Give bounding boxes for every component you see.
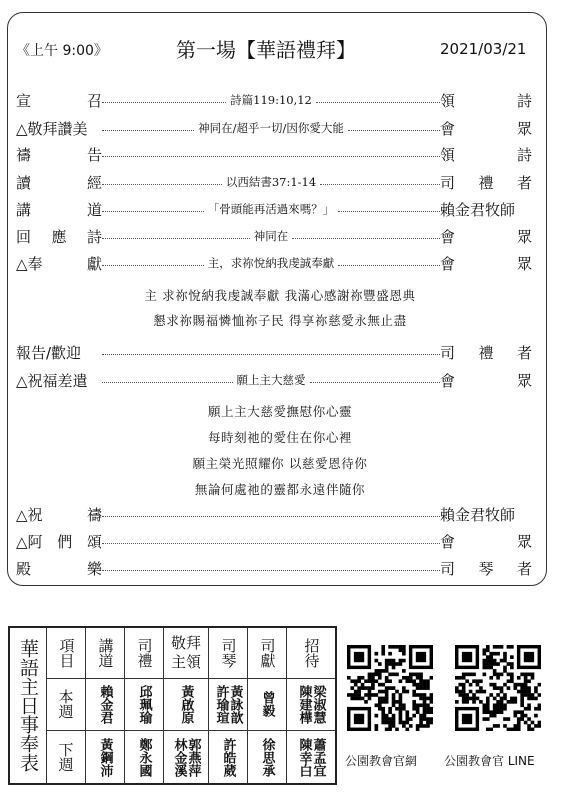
dot-leader <box>102 354 440 355</box>
dot-leader <box>338 265 440 266</box>
dot-leader <box>102 156 440 157</box>
duty-person-name: 陳建樺 <box>296 684 312 724</box>
order-person: 會 眾 <box>440 254 532 273</box>
order-row <box>16 224 532 248</box>
order-person: 會 眾 <box>440 119 532 138</box>
duty-person-name: 許皓葳 <box>220 737 236 777</box>
duty-person-name: 許瑜瑄 <box>213 684 229 724</box>
duty-person-name: 黃鋼沛 <box>97 737 113 777</box>
order-row <box>16 529 532 553</box>
order-item: 禱 告 <box>16 145 102 164</box>
duty-row-this-week <box>9 678 336 731</box>
order-content: 主，求祢悅納我虔誠奉獻 <box>207 256 335 270</box>
blessing-lyric-line: 無論何處祂的靈都永遠伴隨你 <box>194 482 366 497</box>
dot-leader <box>102 102 226 103</box>
service-date: 2021/03/21 <box>440 40 527 58</box>
duty-roster-table <box>8 626 337 785</box>
duty-cell <box>125 731 164 784</box>
duty-cell <box>287 731 337 784</box>
dot-leader <box>102 543 440 544</box>
order-person: 司 禮 者 <box>440 173 532 192</box>
dot-leader <box>102 130 194 131</box>
dot-leader <box>316 102 440 103</box>
order-content: 神同在/超乎一切/因你愛大能 <box>198 121 344 135</box>
dot-leader <box>102 570 440 571</box>
duty-person-name: 林金溪 <box>171 737 187 777</box>
duty-person-name: 黃啟原 <box>178 684 194 724</box>
duty-cell <box>248 678 287 731</box>
duty-cell <box>248 731 287 784</box>
order-person: 賴金君牧師 <box>440 505 516 524</box>
dot-leader <box>310 382 441 383</box>
order-row <box>16 197 532 221</box>
dot-leader <box>338 211 440 212</box>
order-item: △敬拜讚美 <box>16 119 88 138</box>
order-row <box>16 116 532 140</box>
order-content: 以西結書37:1-14 <box>225 175 317 189</box>
order-person: 領 詩 <box>440 91 532 110</box>
duty-row-label: 下週 <box>47 731 86 784</box>
duty-person-name: 梁淑慧 <box>310 684 326 724</box>
duty-person-name: 郭燕萍 <box>185 737 201 777</box>
duty-cell <box>164 678 209 731</box>
dot-leader <box>102 265 204 266</box>
website-qr-code-icon[interactable] <box>347 645 433 731</box>
order-person: 會 眾 <box>440 227 532 246</box>
order-row <box>16 88 532 112</box>
order-item: △阿 們 頌 <box>16 532 102 551</box>
order-person: 會 眾 <box>440 532 532 551</box>
duty-header-pianist: 司琴 <box>209 627 248 678</box>
blessing-lyric-line: 願上主大慈愛撫慰你心靈 <box>207 404 353 419</box>
dot-leader <box>102 184 222 185</box>
duty-person-name: 徐思承 <box>259 737 275 777</box>
order-person: 會 眾 <box>440 371 532 390</box>
dot-leader <box>102 516 440 517</box>
duty-person-name: 陳幸白 <box>296 737 312 777</box>
offering-lyric-line: 主 求祢悅納我虔誠奉獻 我滿心感謝祢豐盛恩典 <box>144 288 416 303</box>
duty-header-liturgist: 司禮 <box>125 627 164 678</box>
order-row <box>16 556 532 580</box>
order-item: 回 應 詩 <box>16 227 102 246</box>
dot-leader <box>292 238 440 239</box>
order-content: 詩篇119:10,12 <box>230 93 312 107</box>
order-person: 領 詩 <box>440 145 532 164</box>
duty-cell <box>209 731 248 784</box>
duty-person-name: 蕭孟宜 <box>310 737 326 777</box>
blessing-lyric-line: 每時刻祂的愛住在你心裡 <box>207 430 353 445</box>
duty-header-worship-leader: 敬拜 主領 <box>164 627 209 678</box>
page-title: 第一場【華語禮拜】 <box>176 38 356 62</box>
duty-person-name: 曾毅 <box>259 691 275 718</box>
order-person: 司 禮 者 <box>440 343 532 362</box>
dot-leader <box>348 130 440 131</box>
duty-header-sermon: 講道 <box>86 627 125 678</box>
order-row <box>16 340 532 364</box>
duty-cell <box>125 678 164 731</box>
blessing-lyric-line: 願主榮光照耀你 以慈愛恩待你 <box>192 456 368 471</box>
order-content: 願上主大慈愛 <box>236 373 306 387</box>
service-time: 《上午 9:00》 <box>16 43 108 59</box>
duty-roster-title: 華語主日事奉表 <box>9 627 47 784</box>
dot-leader <box>320 184 440 185</box>
order-item: △祝福差遣 <box>16 371 88 390</box>
order-row <box>16 502 532 526</box>
duty-cell <box>209 678 248 731</box>
order-row <box>16 368 532 392</box>
duty-header-item: 項目 <box>47 627 86 678</box>
duty-person-name: 黃詠歆 <box>227 684 243 724</box>
dot-leader <box>102 238 250 239</box>
duty-person-name: 賴金君 <box>97 684 113 724</box>
duty-header-ushers: 招待 <box>287 627 337 678</box>
order-item: 報告/歡迎 <box>16 343 82 362</box>
duty-cell <box>86 678 125 731</box>
line-qr-code-icon[interactable] <box>455 645 541 731</box>
order-item: 讀 經 <box>16 173 102 192</box>
order-row <box>16 251 532 275</box>
order-person: 司 琴 者 <box>440 559 532 578</box>
duty-header-offering: 司獻 <box>248 627 287 678</box>
order-row <box>16 170 532 194</box>
duty-person-name: 鄭永國 <box>136 737 152 777</box>
order-item: △祝 禱 <box>16 505 102 524</box>
order-person: 賴金君牧師 <box>440 200 516 219</box>
duty-row-label: 本週 <box>47 678 86 731</box>
website-qr-label: 公園教會官網 <box>345 754 418 768</box>
line-qr-label: 公園教會官 LINE <box>444 754 535 768</box>
dot-leader <box>102 211 204 212</box>
order-item: 殿 樂 <box>16 559 102 578</box>
order-content: 神同在 <box>253 229 289 243</box>
duty-row-next-week <box>9 731 336 784</box>
duty-cell <box>86 731 125 784</box>
order-row <box>16 142 532 166</box>
order-item: 宣 召 <box>16 91 102 110</box>
order-content: 「骨頭能再活過來嗎？」 <box>207 202 335 216</box>
offering-lyric-line: 懇求祢賜福憐恤祢子民 得享祢慈愛永無止盡 <box>153 313 407 328</box>
order-item: 講 道 <box>16 200 102 219</box>
duty-cell <box>287 678 337 731</box>
duty-cell <box>164 731 209 784</box>
order-item: △奉 獻 <box>16 254 102 273</box>
duty-person-name: 邱珮瑜 <box>136 684 152 724</box>
dot-leader <box>102 382 233 383</box>
